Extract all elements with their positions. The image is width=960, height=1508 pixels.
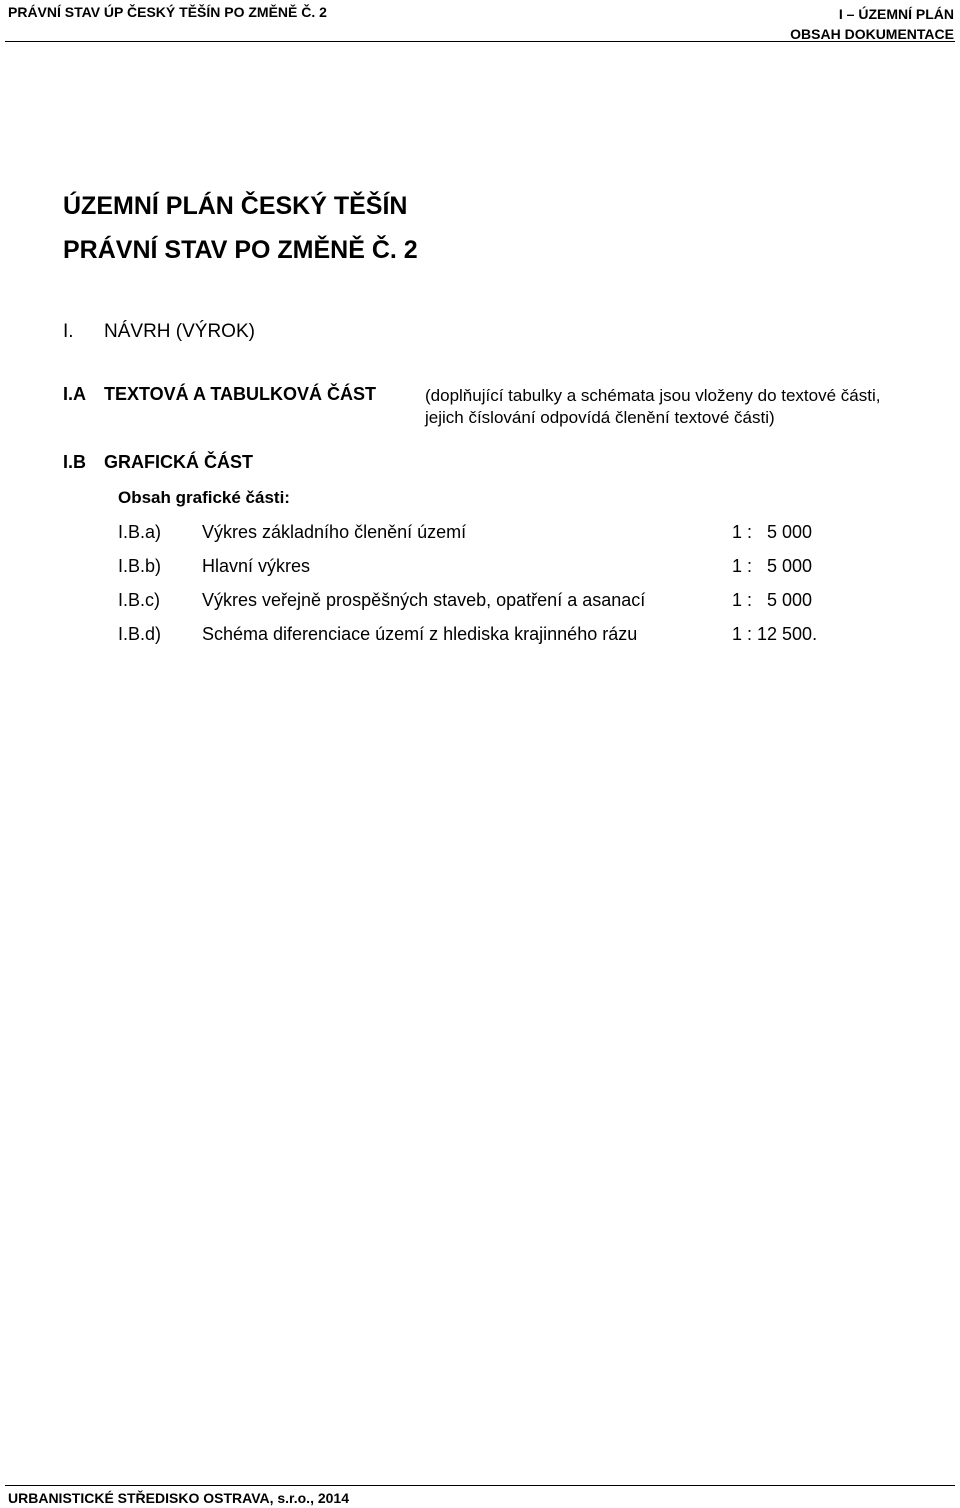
section-i-label: NÁVRH (VÝROK) — [104, 321, 255, 342]
drawing-list-item — [118, 624, 878, 648]
drawing-name: Výkres základního členění území — [202, 522, 467, 542]
drawing-code: I.B.d) — [118, 624, 162, 644]
drawing-name: Schéma diferenciace území z hlediska krajinného rázu — [202, 624, 638, 644]
header-section-subtitle: OBSAH DOKUMENTACE — [790, 26, 954, 42]
drawing-name: Výkres veřejně prospěšných staveb, opatření a asanací — [202, 590, 646, 610]
section-ia-note-line2: jejich číslování odpovídá členění textové části) — [425, 408, 775, 427]
drawing-code: I.B.b) — [118, 556, 162, 576]
drawing-scale: 1 : 12 500. — [732, 624, 818, 644]
section-ia-number: I.A — [63, 384, 87, 404]
section-ia-label: TEXTOVÁ A TABULKOVÁ ČÁST — [104, 384, 377, 404]
footer-company: URBANISTICKÉ STŘEDISKO OSTRAVA, s.r.o., 2014 — [8, 1490, 349, 1506]
drawing-scale: 1 : 5 000 — [732, 590, 813, 610]
drawing-list-item — [118, 556, 878, 580]
header-section-title: I – ÚZEMNÍ PLÁN — [838, 6, 954, 22]
section-i-number: I. — [63, 321, 74, 342]
drawing-scale: 1 : 5 000 — [732, 522, 813, 542]
drawing-scale: 1 : 5 000 — [732, 556, 813, 576]
section-ib-subtitle: Obsah grafické části: — [118, 488, 290, 507]
section-ia-note — [425, 385, 880, 429]
drawing-code: I.B.c) — [118, 590, 161, 610]
header-divider — [5, 41, 955, 42]
header-section — [790, 4, 954, 44]
header-document-title: PRÁVNÍ STAV ÚP ČESKÝ TĚŠÍN PO ZMĚNĚ Č. 2 — [8, 4, 327, 20]
drawing-code: I.B.a) — [118, 522, 162, 542]
page-title: ÚZEMNÍ PLÁN ČESKÝ TĚŠÍN — [63, 192, 408, 220]
drawing-list-item — [118, 522, 878, 546]
section-ia-note-line1: (doplňující tabulky a schémata jsou vloženy do textové části, — [425, 386, 881, 405]
section-ib-number: I.B — [63, 452, 87, 472]
page-subtitle: PRÁVNÍ STAV PO ZMĚNĚ Č. 2 — [63, 236, 418, 264]
drawing-name: Hlavní výkres — [202, 556, 311, 576]
section-ib-label: GRAFICKÁ ČÁST — [104, 452, 253, 472]
drawing-list-item — [118, 590, 878, 614]
footer-divider — [5, 1485, 955, 1486]
